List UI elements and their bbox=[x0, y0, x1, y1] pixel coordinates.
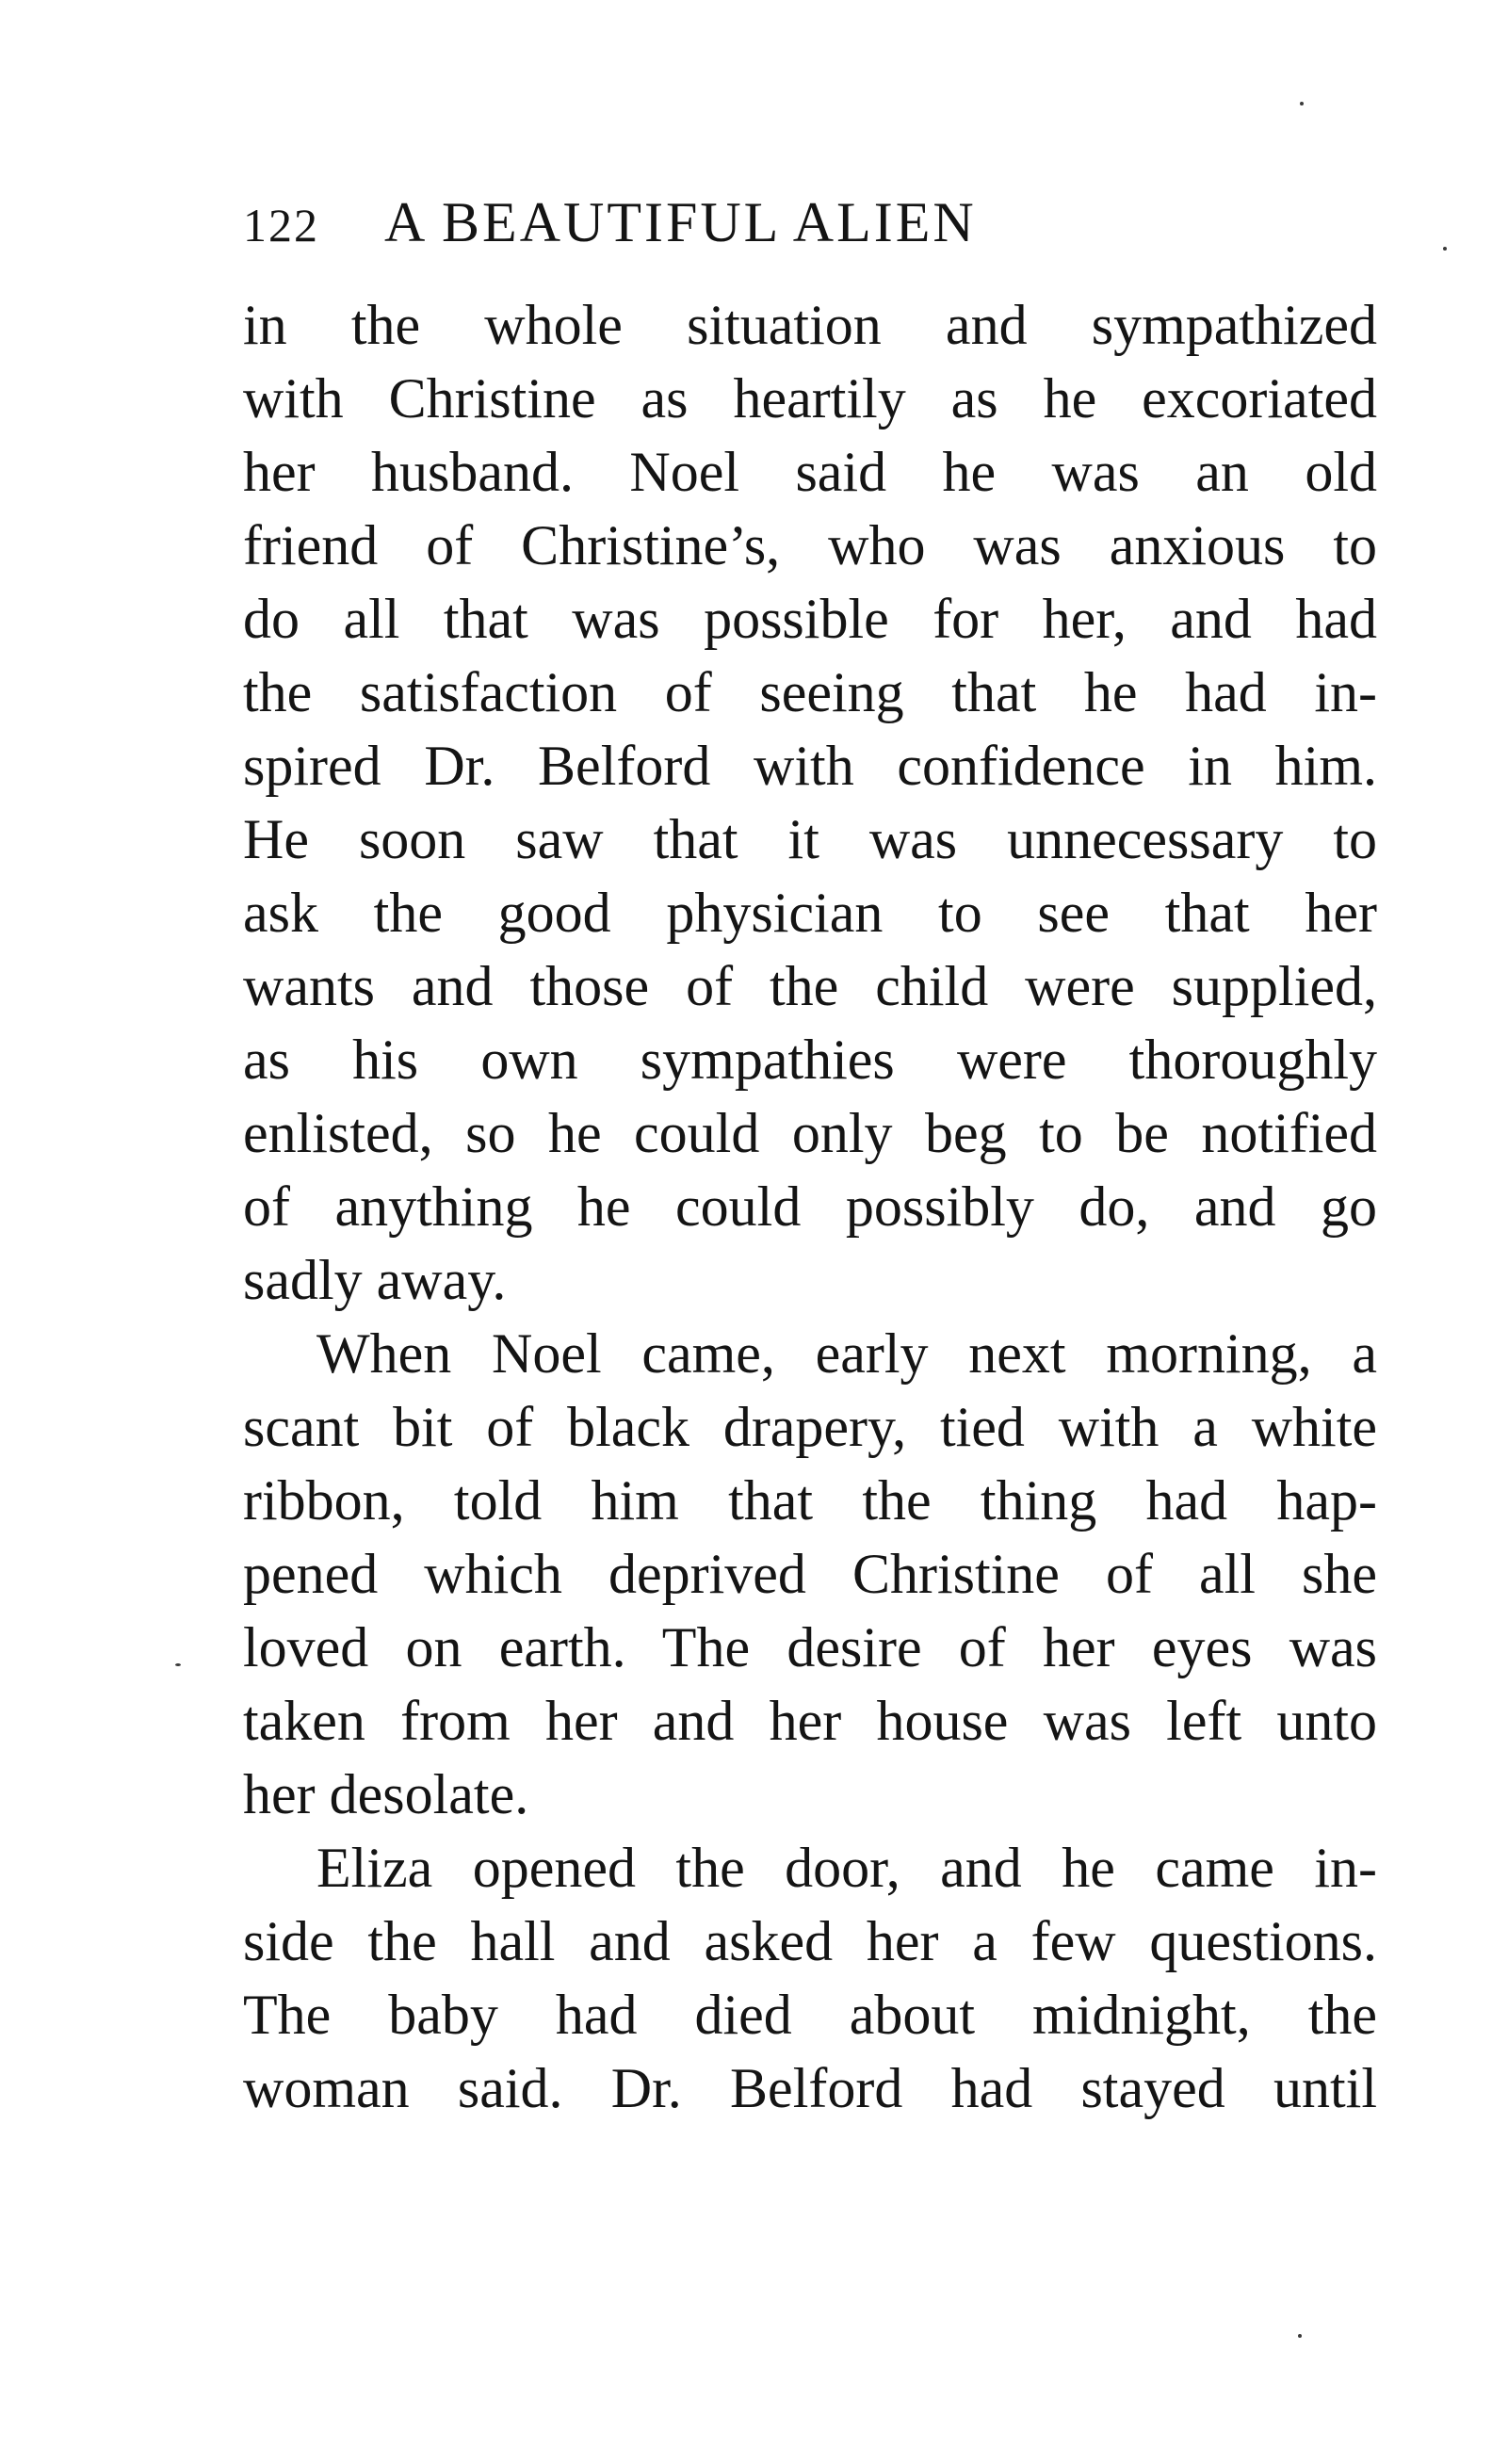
text-line: He soon saw that it was unnecessary to bbox=[243, 808, 1377, 870]
running-header bbox=[243, 185, 1185, 260]
text-line: of anything he could possibly do, and go bbox=[243, 1175, 1377, 1238]
text-line: pened which deprived Christine of all she bbox=[243, 1543, 1377, 1605]
text-line: her desolate. bbox=[243, 1763, 529, 1825]
text-line: sadly away. bbox=[243, 1249, 507, 1311]
running-title: A BEAUTIFUL ALIEN bbox=[384, 191, 977, 253]
text-line: friend of Christine’s, who was anxious to bbox=[243, 514, 1377, 576]
text-line: wants and those of the child were supplied, bbox=[243, 955, 1377, 1017]
paper-speck bbox=[175, 1663, 181, 1666]
body-text bbox=[243, 288, 1377, 2125]
text-line: woman said. Dr. Belford had stayed until bbox=[243, 2057, 1377, 2119]
text-line: her husband. Noel said he was an old bbox=[243, 441, 1377, 503]
paragraph-3 bbox=[243, 1831, 1377, 2125]
text-line: Eliza opened the door, and he came in- bbox=[316, 1837, 1377, 1899]
paragraph-1 bbox=[243, 288, 1377, 1317]
text-line: spired Dr. Belford with confidence in him. bbox=[243, 735, 1377, 797]
text-line: The baby had died about midnight, the bbox=[243, 1984, 1377, 2046]
paper-speck bbox=[1300, 102, 1304, 105]
text-line: taken from her and her house was left unto bbox=[243, 1690, 1377, 1752]
text-line: loved on earth. The desire of her eyes was bbox=[243, 1616, 1377, 1678]
paper-speck bbox=[1298, 2334, 1302, 2338]
text-line: with Christine as heartily as he excoriated bbox=[243, 367, 1377, 430]
text-line: scant bit of black drapery, tied with a white bbox=[243, 1396, 1377, 1458]
paper-speck bbox=[1443, 247, 1447, 251]
text-line: side the hall and asked her a few questions. bbox=[243, 1910, 1377, 1972]
text-line: in the whole situation and sympathized bbox=[243, 294, 1377, 356]
text-line: as his own sympathies were thoroughly bbox=[243, 1029, 1377, 1091]
page-number: 122 bbox=[243, 199, 319, 251]
paragraph-2 bbox=[243, 1317, 1377, 1831]
text-line: the satisfaction of seeing that he had in- bbox=[243, 661, 1377, 723]
text-line: enlisted, so he could only beg to be notified bbox=[243, 1102, 1377, 1164]
text-line: When Noel came, early next morning, a bbox=[316, 1322, 1377, 1385]
text-line: ribbon, told him that the thing had hap- bbox=[243, 1469, 1377, 1532]
text-line: do all that was possible for her, and had bbox=[243, 588, 1377, 650]
text-line: ask the good physician to see that her bbox=[243, 882, 1377, 944]
